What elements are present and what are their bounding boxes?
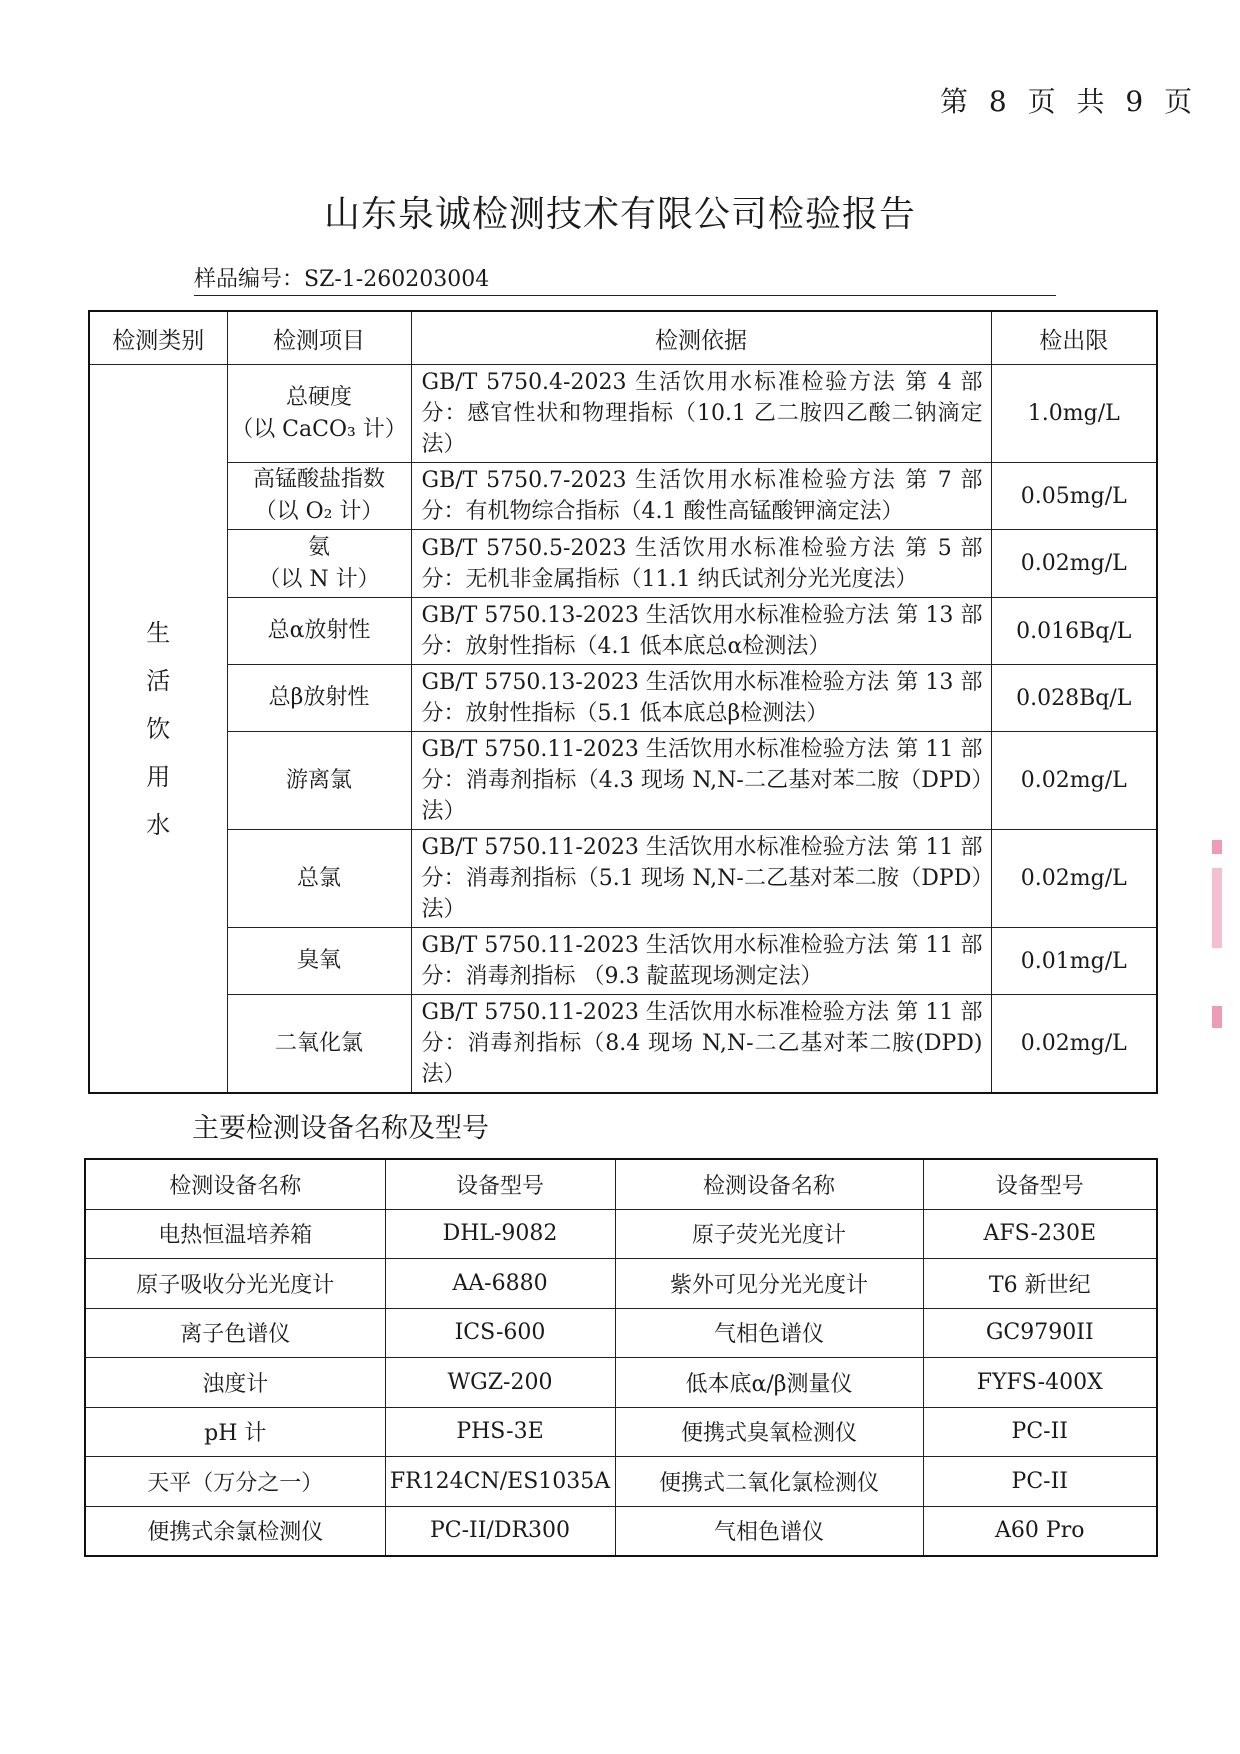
item-cell bbox=[227, 530, 411, 598]
table-row bbox=[85, 1506, 1157, 1556]
equipment-name: 低本底α/β测量仪 bbox=[615, 1358, 923, 1408]
equipment-model: PC-II bbox=[923, 1407, 1157, 1457]
header-basis: 检测依据 bbox=[411, 311, 991, 365]
basis-cell: GB/T 5750.5-2023 生活饮用水标准检验方法 第 5 部分：无机非金属指标（11.1 纳氏试剂分光光度法） bbox=[411, 530, 991, 598]
table-row bbox=[89, 732, 1157, 830]
equipment-name: 离子色谱仪 bbox=[85, 1308, 385, 1358]
table-row bbox=[85, 1308, 1157, 1358]
limit-cell: 0.02mg/L bbox=[991, 995, 1157, 1094]
table-row bbox=[89, 463, 1157, 530]
equipment-model: WGZ-200 bbox=[385, 1358, 615, 1408]
seam-stamp-mark bbox=[1212, 868, 1222, 948]
item-cell bbox=[227, 732, 411, 830]
item-name: 高锰酸盐指数 bbox=[252, 467, 385, 492]
limit-cell: 0.02mg/L bbox=[991, 830, 1157, 928]
table-row bbox=[85, 1259, 1157, 1309]
table-row bbox=[85, 1358, 1157, 1408]
equipment-name: 气相色谱仪 bbox=[615, 1308, 923, 1358]
header-equipment-name: 检测设备名称 bbox=[615, 1159, 923, 1209]
seam-stamp-mark bbox=[1212, 840, 1222, 854]
table-row bbox=[89, 928, 1157, 995]
header-equipment-model: 设备型号 bbox=[385, 1159, 615, 1209]
item-cell bbox=[227, 928, 411, 995]
limit-cell: 0.02mg/L bbox=[991, 530, 1157, 598]
limit-cell: 0.01mg/L bbox=[991, 928, 1157, 995]
sample-value: SZ-1-260203004 bbox=[304, 267, 490, 292]
equipment-name: 原子荧光光度计 bbox=[615, 1209, 923, 1259]
item-cell bbox=[227, 463, 411, 530]
limit-cell: 0.02mg/L bbox=[991, 732, 1157, 830]
table-row bbox=[89, 995, 1157, 1094]
equipment-model: AFS-230E bbox=[923, 1209, 1157, 1259]
limit-cell: 0.016Bq/L bbox=[991, 598, 1157, 665]
report-title: 山东泉诚检测技术有限公司检验报告 bbox=[323, 194, 916, 235]
header-item: 检测项目 bbox=[227, 311, 411, 365]
table-row bbox=[89, 598, 1157, 665]
equipment-model: DHL-9082 bbox=[385, 1209, 615, 1259]
header-equipment-name: 检测设备名称 bbox=[85, 1159, 385, 1209]
detection-table-header bbox=[89, 311, 1157, 365]
table-row bbox=[89, 830, 1157, 928]
equipment-name: 紫外可见分光光度计 bbox=[615, 1259, 923, 1309]
equipment-model: PHS-3E bbox=[385, 1407, 615, 1457]
sample-label: 样品编号： bbox=[194, 267, 305, 292]
seam-stamp-mark bbox=[1212, 1006, 1222, 1028]
basis-cell: GB/T 5750.7-2023 生活饮用水标准检验方法 第 7 部分：有机物综合指标（4.1 酸性高锰酸钾滴定法） bbox=[411, 463, 991, 530]
equipment-model: PC-II bbox=[923, 1457, 1157, 1507]
equipment-model: T6 新世纪 bbox=[923, 1259, 1157, 1309]
item-name: 总硬度 bbox=[285, 384, 352, 410]
item-sub: （以 CaCO₃ 计） bbox=[231, 416, 407, 442]
item-sub: （以 N 计） bbox=[258, 566, 380, 592]
item-name: 二氧化氯 bbox=[274, 1030, 363, 1056]
header-category: 检测类别 bbox=[89, 311, 227, 365]
limit-cell: 1.0mg/L bbox=[991, 365, 1157, 463]
basis-cell: GB/T 5750.11-2023 生活饮用水标准检验方法 第 11 部分：消毒剂指标（4.3 现场 N,N-二乙基对苯二胺（DPD）法） bbox=[411, 732, 991, 830]
equipment-name: 便携式二氧化氯检测仪 bbox=[615, 1457, 923, 1507]
item-name: 臭氧 bbox=[296, 948, 341, 973]
item-name: 总β放射性 bbox=[268, 685, 370, 710]
sample-number bbox=[194, 262, 1056, 296]
equipment-name: 浊度计 bbox=[85, 1358, 385, 1408]
limit-cell: 0.05mg/L bbox=[991, 463, 1157, 530]
table-row bbox=[85, 1457, 1157, 1507]
item-cell bbox=[227, 665, 411, 732]
equipment-name: 便携式臭氧检测仪 bbox=[615, 1407, 923, 1457]
item-cell bbox=[227, 365, 411, 463]
equipment-name: 天平（万分之一） bbox=[85, 1457, 385, 1507]
page-number: 第 8 页 共 9 页 bbox=[940, 85, 1199, 118]
equipment-name: 电热恒温培养箱 bbox=[85, 1209, 385, 1259]
basis-cell: GB/T 5750.13-2023 生活饮用水标准检验方法 第 13 部分：放射性指标（4.1 低本底总α检测法） bbox=[411, 598, 991, 665]
basis-cell: GB/T 5750.11-2023 生活饮用水标准检验方法 第 11 部分：消毒剂指标（8.4 现场 N,N-二乙基对苯二胺(DPD)法） bbox=[411, 995, 991, 1094]
equipment-table-header bbox=[85, 1159, 1157, 1209]
item-name: 游离氯 bbox=[285, 767, 352, 793]
equipment-name: pH 计 bbox=[85, 1407, 385, 1457]
category-cell bbox=[89, 365, 227, 1094]
detection-table bbox=[88, 310, 1158, 1094]
equipment-name: 便携式余氯检测仪 bbox=[85, 1506, 385, 1556]
item-cell bbox=[227, 598, 411, 665]
equipment-model: ICS-600 bbox=[385, 1308, 615, 1358]
category-text: 生活饮用水 bbox=[146, 618, 171, 839]
item-name: 总α放射性 bbox=[267, 618, 371, 643]
basis-cell: GB/T 5750.11-2023 生活饮用水标准检验方法 第 11 部分：消毒剂指标（5.1 现场 N,N-二乙基对苯二胺（DPD）法） bbox=[411, 830, 991, 928]
equipment-model: AA-6880 bbox=[385, 1259, 615, 1309]
header-limit: 检出限 bbox=[991, 311, 1157, 365]
item-cell bbox=[227, 995, 411, 1094]
table-row bbox=[89, 530, 1157, 598]
equipment-section-title: 主要检测设备名称及型号 bbox=[192, 1113, 489, 1144]
item-sub: （以 O₂ 计） bbox=[254, 499, 384, 524]
equipment-model: FYFS-400X bbox=[923, 1358, 1157, 1408]
equipment-model: FR124CN/ES1035A bbox=[385, 1457, 615, 1507]
table-row bbox=[85, 1407, 1157, 1457]
basis-cell: GB/T 5750.13-2023 生活饮用水标准检验方法 第 13 部分：放射性指标（5.1 低本底总β检测法） bbox=[411, 665, 991, 732]
table-row bbox=[89, 365, 1157, 463]
limit-cell: 0.028Bq/L bbox=[991, 665, 1157, 732]
basis-cell: GB/T 5750.11-2023 生活饮用水标准检验方法 第 11 部分：消毒剂指标 （9.3 靛蓝现场测定法） bbox=[411, 928, 991, 995]
equipment-name: 气相色谱仪 bbox=[615, 1506, 923, 1556]
item-cell bbox=[227, 830, 411, 928]
table-row bbox=[85, 1209, 1157, 1259]
equipment-model: A60 Pro bbox=[923, 1506, 1157, 1556]
item-name: 氨 bbox=[307, 534, 330, 560]
header-equipment-model: 设备型号 bbox=[923, 1159, 1157, 1209]
item-name: 总氯 bbox=[296, 865, 341, 891]
equipment-name: 原子吸收分光光度计 bbox=[85, 1259, 385, 1309]
table-row bbox=[89, 665, 1157, 732]
equipment-table bbox=[84, 1158, 1158, 1557]
equipment-model: PC-II/DR300 bbox=[385, 1506, 615, 1556]
equipment-model: GC9790II bbox=[923, 1308, 1157, 1358]
basis-cell: GB/T 5750.4-2023 生活饮用水标准检验方法 第 4 部分：感官性状和物理指标（10.1 乙二胺四乙酸二钠滴定法） bbox=[411, 365, 991, 463]
